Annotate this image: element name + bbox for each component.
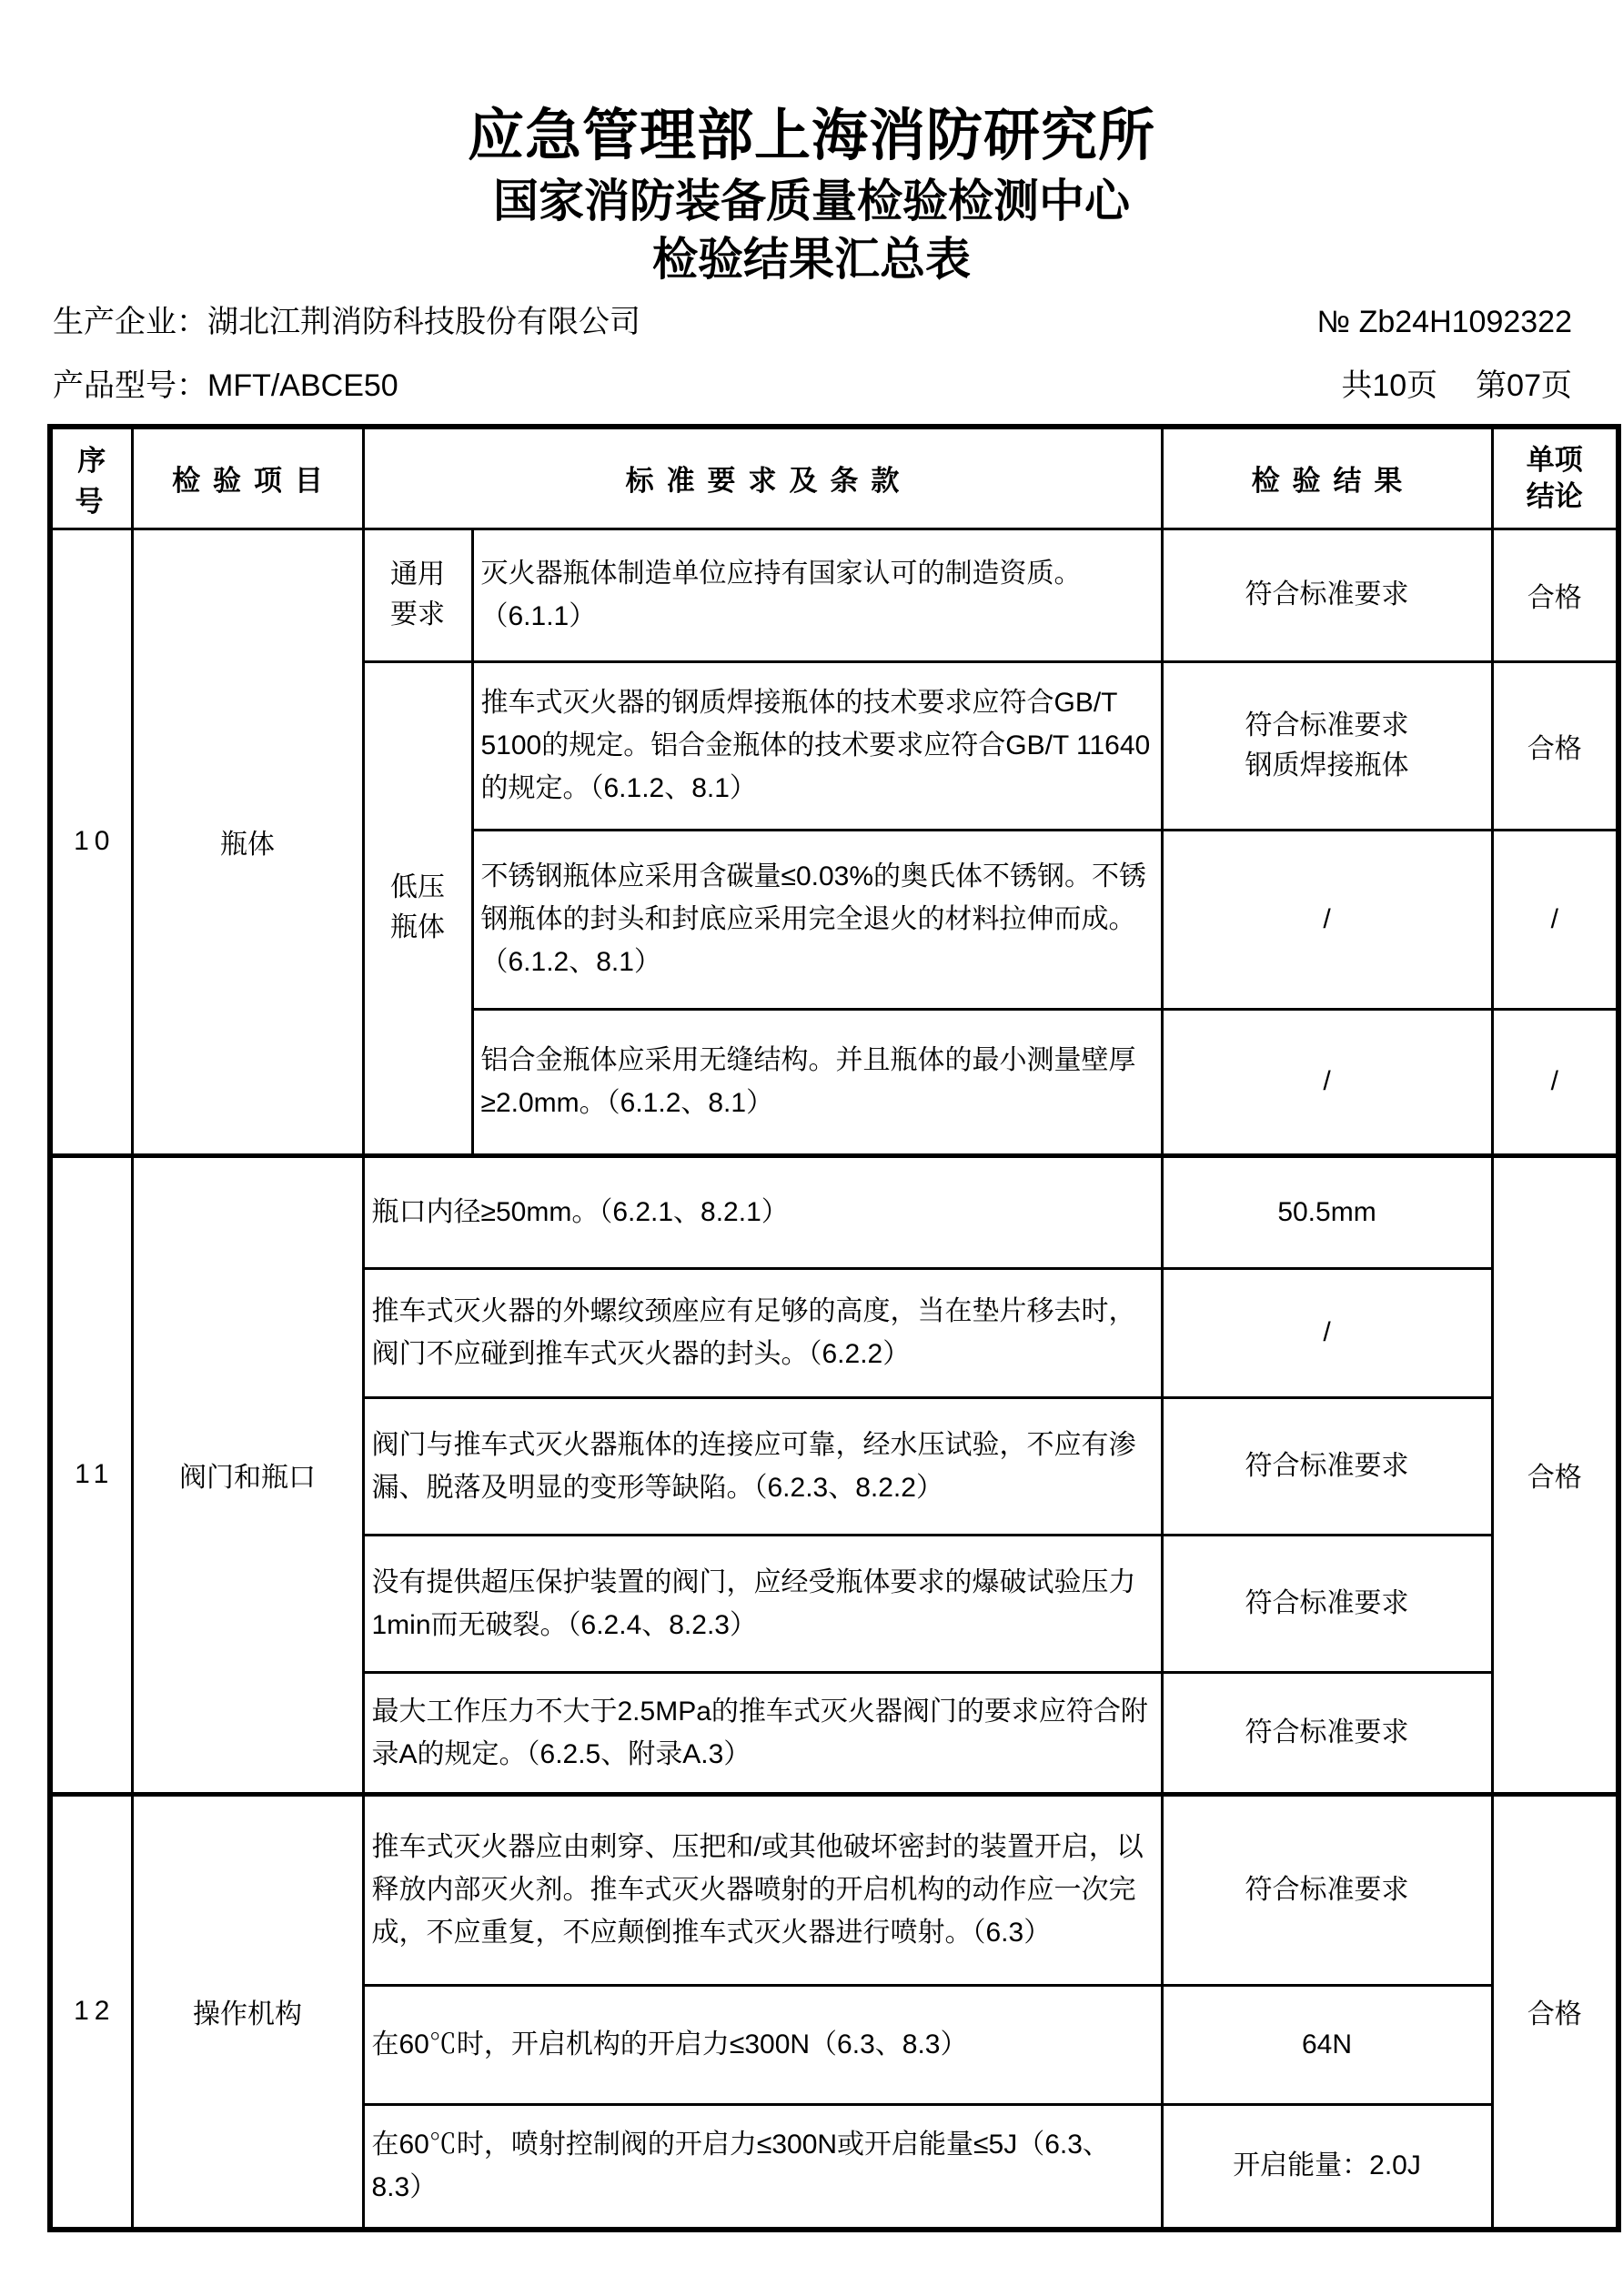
conclusion-value: /: [1492, 830, 1618, 1009]
table-row: [50, 1794, 1618, 1985]
seq-number-cell: 11: [50, 1155, 132, 1794]
result-value: [1162, 661, 1492, 830]
requirement-text: 在60℃时，开启机构的开启力≤300N（6.3、8.3）: [363, 1985, 1162, 2104]
model-label: 产品型号：: [53, 368, 207, 403]
pages-current: 第07页: [1476, 368, 1572, 403]
col-header-no: 序号: [50, 427, 132, 529]
conclusion-value: /: [1492, 1009, 1618, 1155]
result-value: 符合标准要求: [1162, 1672, 1492, 1794]
conclusion-value: 合格: [1492, 1794, 1618, 2230]
result-value: 符合标准要求: [1162, 1397, 1492, 1535]
manufacturer-field: [53, 304, 640, 340]
result-line: 符合标准要求: [1245, 710, 1409, 740]
sub-item-label-general: [363, 529, 472, 661]
requirement-text: 推车式灭火器的钢质焊接瓶体的技术要求应符合GB/T 5100的规定。铝合金瓶体的技术要求应符合GB/T 11640的规定。（6.1.2、8.1）: [472, 661, 1162, 830]
requirement-text: 灭火器瓶体制造单位应持有国家认可的制造资质。（6.1.1）: [472, 529, 1162, 661]
model-field: [53, 368, 398, 404]
col-header-requirement: 标准要求及条款: [363, 427, 1162, 529]
doc-title: 检验结果汇总表: [652, 234, 971, 285]
sub-label-line: 要求: [390, 599, 445, 629]
result-line: 钢质焊接瓶体: [1245, 750, 1409, 780]
col-header-result: 检验结果: [1162, 427, 1492, 529]
sub-label-line: 瓶体: [390, 912, 445, 942]
document-header: [0, 0, 1623, 404]
result-value: 符合标准要求: [1162, 529, 1492, 661]
result-value: /: [1162, 830, 1492, 1009]
result-value: /: [1162, 1009, 1492, 1155]
seq-number-cell: 12: [50, 1794, 132, 2230]
requirement-text: 瓶口内径≥50mm。（6.2.1、8.2.1）: [363, 1155, 1162, 1268]
manufacturer-label: 生产企业：: [53, 305, 207, 339]
pages-total: 共10页: [1341, 368, 1438, 403]
pages-indicator: [1341, 368, 1572, 404]
item-name-cell: 瓶体: [132, 529, 363, 1155]
result-value: /: [1162, 1268, 1492, 1397]
table-body: [50, 529, 1618, 2230]
requirement-text: 在60℃时，喷射控制阀的开启力≤300N或开启能量≤5J（6.3、8.3）: [363, 2104, 1162, 2230]
sub-label-line: 通用: [390, 559, 445, 589]
requirement-text: 最大工作压力不大于2.5MPa的推车式灭火器阀门的要求应符合附录A的规定。（6.2.5、附录A.3）: [363, 1672, 1162, 1794]
result-value: 符合标准要求: [1162, 1535, 1492, 1672]
org-title: 应急管理部上海消防研究所: [467, 105, 1155, 167]
requirement-text: 铝合金瓶体应采用无缝结构。并且瓶体的最小测量壁厚≥2.0mm。（6.1.2、8.1）: [472, 1009, 1162, 1155]
col-header-conclusion-line2: 结论: [1526, 479, 1583, 512]
item-name-cell: 阀门和瓶口: [132, 1155, 363, 1794]
col-header-item: 检验项目: [132, 427, 363, 529]
sub-label-line: 低压: [390, 872, 445, 902]
requirement-text: 推车式灭火器应由刺穿、压把和/或其他破坏密封的装置开启，以释放内部灭火剂。推车式灭火器喷射的开启机构的动作应一次完成，不应重复，不应颠倒推车式灭火器进行喷射。（6.3）: [363, 1794, 1162, 1985]
requirement-text: 不锈钢瓶体应采用含碳量≤0.03%的奥氏体不锈钢。不锈钢瓶体的封头和封底应采用完全退火的材料拉伸而成。（6.1.2、8.1）: [472, 830, 1162, 1009]
seq-number-cell: 10: [50, 529, 132, 1155]
requirement-text: 推车式灭火器的外螺纹颈座应有足够的高度，当在垫片移去时，阀门不应碰到推车式灭火器的封头。（6.2.2）: [363, 1268, 1162, 1397]
col-header-conclusion: [1492, 427, 1618, 529]
result-value: 符合标准要求: [1162, 1794, 1492, 1985]
conclusion-value: 合格: [1492, 529, 1618, 661]
model-row: [53, 368, 1572, 404]
requirement-text: 阀门与推车式灭火器瓶体的连接应可靠，经水压试验，不应有渗漏、脱落及明显的变形等缺陷。（6.2.3、8.2.2）: [363, 1397, 1162, 1535]
result-value: 64N: [1162, 1985, 1492, 2104]
result-value: 50.5mm: [1162, 1155, 1492, 1268]
center-title: 国家消防装备质量检验检测中心: [493, 176, 1130, 227]
conclusion-value: 合格: [1492, 1155, 1618, 1794]
requirement-text: 没有提供超压保护装置的阀门，应经受瓶体要求的爆破试验压力1min而无破裂。（6.2.4、8.2.3）: [363, 1535, 1162, 1672]
model-value: MFT/ABCE50: [207, 368, 398, 403]
results-table: [47, 424, 1621, 2232]
sub-item-label-low-pressure: [363, 661, 472, 1155]
table-row: [50, 1155, 1618, 1268]
conclusion-value: 合格: [1492, 661, 1618, 830]
table-head: [50, 427, 1618, 529]
item-name-cell: 操作机构: [132, 1794, 363, 2230]
table-row: [50, 529, 1618, 661]
table-header-row: [50, 427, 1618, 529]
manufacturer-row: [53, 304, 1572, 340]
col-header-conclusion-line1: 单项: [1526, 443, 1583, 476]
result-value: 开启能量：2.0J: [1162, 2104, 1492, 2230]
report-number: № Zb24H1092322: [1316, 305, 1572, 339]
manufacturer-value: 湖北江荆消防科技股份有限公司: [207, 305, 640, 339]
